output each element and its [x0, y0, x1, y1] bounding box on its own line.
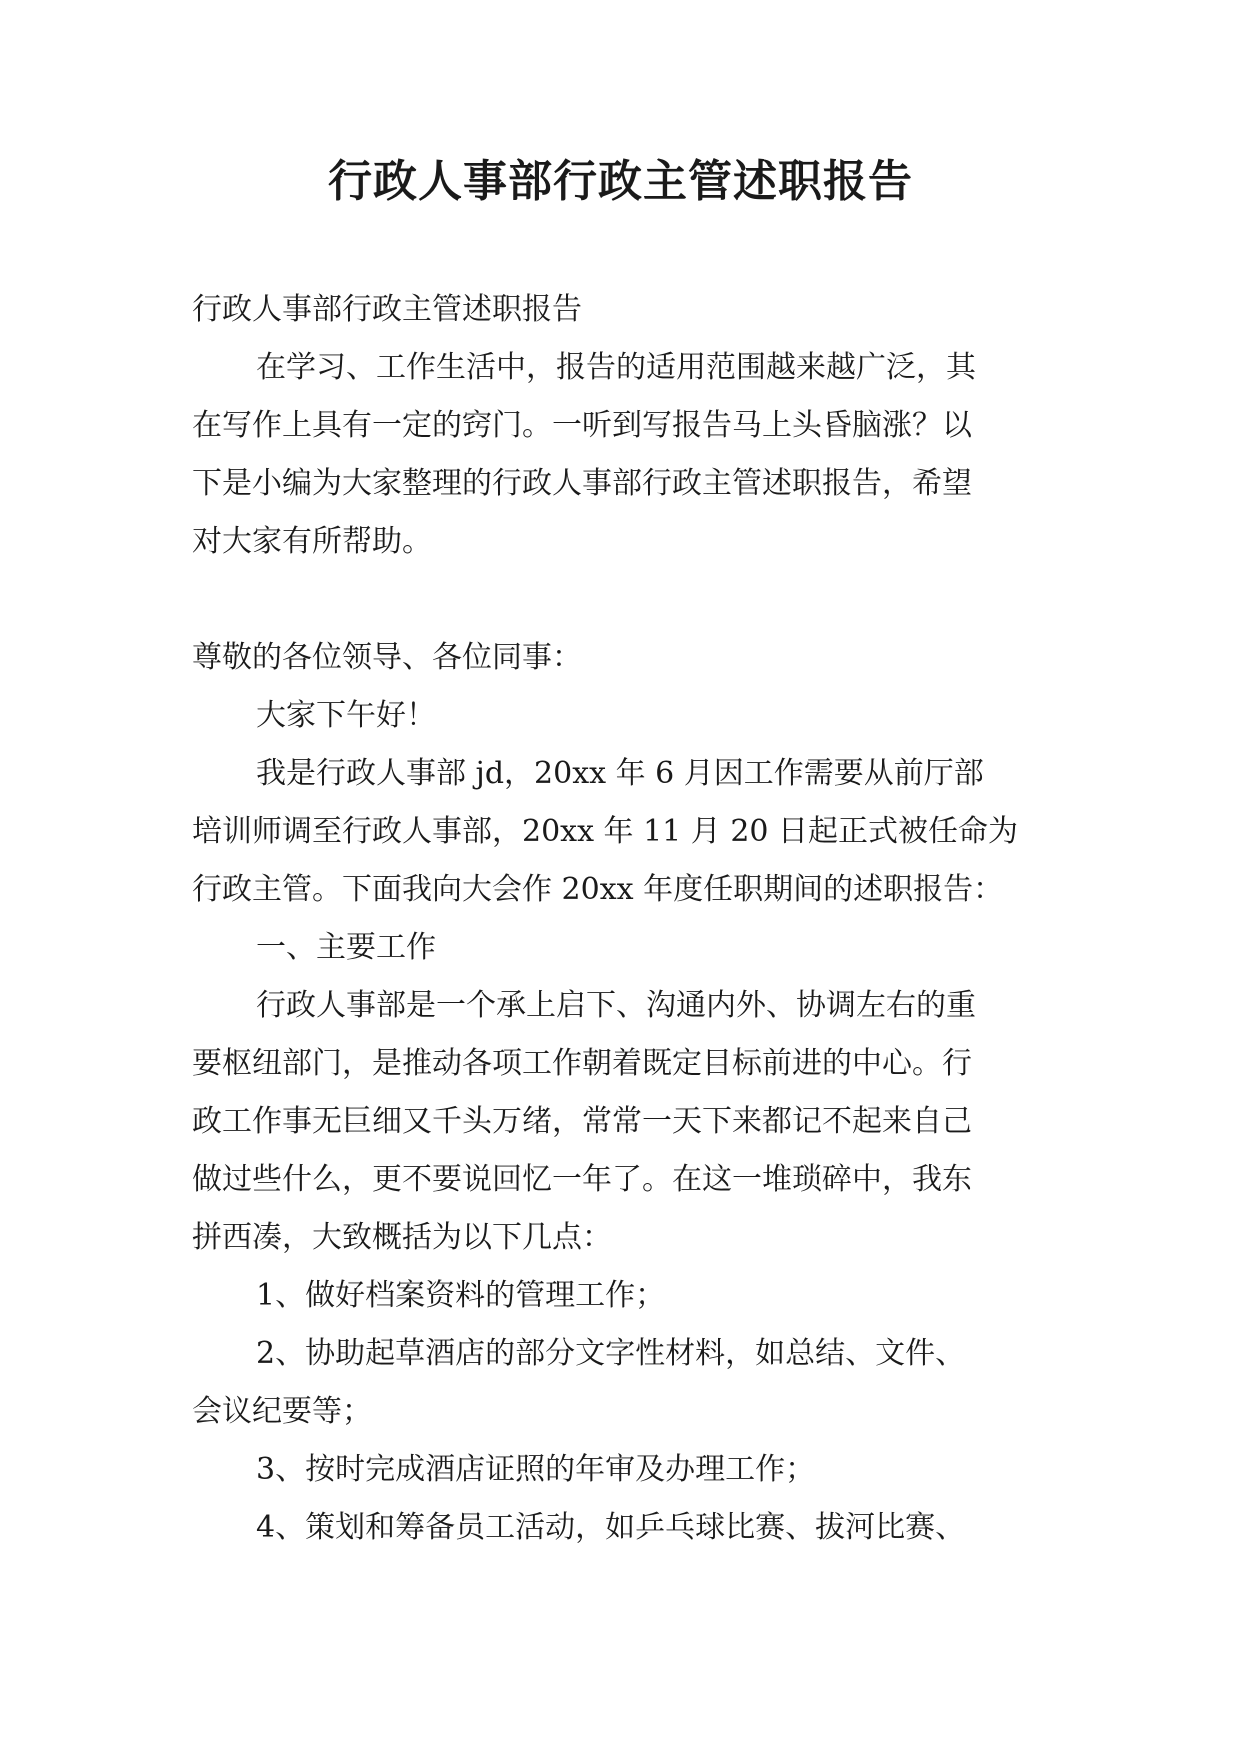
- paragraph-line: 对大家有所帮助。: [192, 524, 432, 559]
- paragraph-line: 做过些什么，更不要说回忆一年了。在这一堆琐碎中，我东: [192, 1162, 972, 1197]
- paragraph-line: 拼西凑，大致概括为以下几点：: [192, 1220, 612, 1255]
- list-item-line: 会议纪要等；: [192, 1394, 372, 1429]
- paragraph-line: 我是行政人事部 jd，20xx 年 6 月因工作需要从前厅部: [256, 756, 984, 791]
- paragraph-line: 行政人事部是一个承上启下、沟通内外、协调左右的重: [256, 988, 976, 1023]
- paragraph-line: 在写作上具有一定的窍门。一听到写报告马上头昏脑涨？以: [192, 408, 972, 443]
- greeting-line: 大家下午好！: [256, 698, 436, 733]
- paragraph-line: 在学习、工作生活中，报告的适用范围越来越广泛，其: [256, 350, 976, 385]
- list-item-line: 1、做好档案资料的管理工作；: [256, 1278, 666, 1313]
- section-heading: 一、主要工作: [256, 930, 436, 965]
- paragraph-line: 行政主管。下面我向大会作 20xx 年度任职期间的述职报告：: [192, 872, 1004, 907]
- document-title: 行政人事部行政主管述职报告: [328, 156, 913, 207]
- paragraph-line: 培训师调至行政人事部，20xx 年 11 月 20 日起正式被任命为: [192, 814, 1019, 849]
- body-heading-line: 行政人事部行政主管述职报告: [192, 292, 582, 327]
- paragraph-line: 下是小编为大家整理的行政人事部行政主管述职报告，希望: [192, 466, 972, 501]
- list-item-line: 4、策划和筹备员工活动，如乒乓球比赛、拔河比赛、: [256, 1510, 966, 1545]
- list-item-line: 3、按时完成酒店证照的年审及办理工作；: [256, 1452, 816, 1487]
- paragraph-line: 要枢纽部门，是推动各项工作朝着既定目标前进的中心。行: [192, 1046, 972, 1081]
- list-item-line: 2、协助起草酒店的部分文字性材料，如总结、文件、: [256, 1336, 966, 1371]
- salutation-line: 尊敬的各位领导、各位同事：: [192, 640, 582, 675]
- paragraph-line: 政工作事无巨细又千头万绪，常常一天下来都记不起来自己: [192, 1104, 972, 1139]
